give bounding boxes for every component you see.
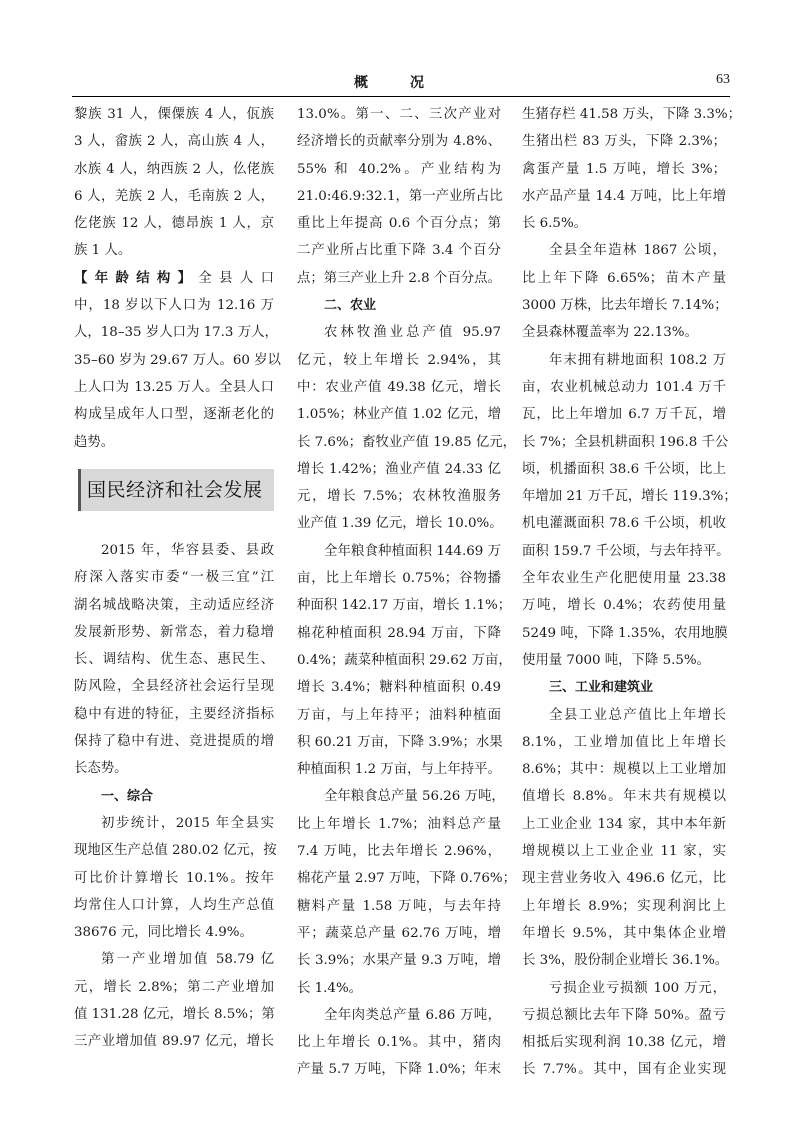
text-line: 增长 1.42%；渔业产值 24.33 亿 bbox=[297, 461, 501, 477]
text-line: 生猪出栏 83 万头，下降 2.3%； bbox=[522, 134, 726, 150]
text-line: 长 1.4%。 bbox=[297, 980, 363, 996]
text-line: 面积 159.7 千公顷，与去年持平。 bbox=[522, 543, 730, 559]
text-line: 湖名城战略决策，主动适应经济 bbox=[74, 597, 274, 613]
text-line: 长 7.6%；畜牧业产值 19.85 亿元， bbox=[297, 434, 517, 450]
text-line: 全年肉类总产量 6.86 万吨， bbox=[324, 1007, 501, 1023]
age-structure-keyword: 【年龄结构】 bbox=[74, 270, 199, 286]
text-line: 7.4 万吨，比去年增长 2.96%， bbox=[297, 844, 501, 860]
text-line: 全年粮食种植面积 144.69 万 bbox=[324, 543, 501, 559]
text-line: 均常住人口计算，人均生产总值 bbox=[74, 897, 274, 913]
text-line: 年末拥有耕地面积 108.2 万 bbox=[549, 352, 726, 368]
column-2 bbox=[297, 101, 517, 1084]
text-line: 长、调结构、优生态、惠民生、 bbox=[74, 652, 274, 668]
text-line: 长 6.5%。 bbox=[522, 216, 588, 232]
text-line: 三产业增加值 89.97 亿元，增长 bbox=[74, 1034, 274, 1050]
text-line: 亿元，较上年增长 2.94%，其 bbox=[297, 352, 501, 368]
text-line: 仡佬族 12 人，德昂族 1 人，京 bbox=[74, 216, 274, 232]
text-line: 稳中有进的特征，主要经济指标 bbox=[74, 706, 274, 722]
column-3 bbox=[522, 101, 742, 1084]
text-line: 5249 吨，下降 1.35%，农用地膜 bbox=[522, 625, 728, 641]
text-line: 21.0:46.9:32.1，第一产业所占比 bbox=[297, 188, 503, 204]
column-1 bbox=[74, 101, 281, 456]
text-line: 增长 3.4%；糖料种植面积 0.49 bbox=[297, 680, 501, 696]
text-line: 瓦，比上年增加 6.7 万千瓦，增 bbox=[522, 407, 726, 423]
text-line: 3 人，畲族 2 人，高山族 4 人， bbox=[74, 134, 274, 150]
text-line: 亩，比上年增长 0.75%；谷物播 bbox=[297, 571, 501, 587]
text-line: 全年农业生产化肥使用量 23.38 bbox=[522, 571, 726, 587]
subheading-industry: 三、工业和建筑业 bbox=[549, 680, 654, 696]
section-heading: 国民经济和社会发展 bbox=[87, 479, 263, 501]
text-line: 经济增长的贡献率分别为 4.8%、 bbox=[297, 134, 501, 150]
text-line: 万亩，与上年持平；油料种植面 bbox=[297, 707, 501, 723]
text-line: 农林牧渔业总产值 95.97 bbox=[324, 325, 501, 341]
text-line: 8.1%，工业增加值比上年增长 bbox=[522, 734, 726, 750]
text-line: 第一产业增加值 58.79 亿 bbox=[101, 952, 274, 968]
text-line: 族 1 人。 bbox=[74, 243, 132, 259]
text-line: 亩，农业机械总动力 101.4 万千 bbox=[522, 379, 726, 395]
text-line: 现主营业务收入 496.6 亿元，比 bbox=[522, 871, 726, 887]
text-line: 趋势。 bbox=[74, 434, 115, 450]
text-line: 全年粮食总产量 56.26 万吨， bbox=[324, 789, 505, 805]
age-structure-line bbox=[74, 265, 274, 292]
text-line: 全县森林覆盖率为 22.13%。 bbox=[522, 325, 698, 341]
text-line: 防风险，全县经济社会运行呈现 bbox=[74, 679, 274, 695]
text-line: 亏损总额比去年下降 50%。盈亏 bbox=[522, 1007, 726, 1023]
text-line: 积 60.21 万亩，下降 3.9%；水果 bbox=[297, 734, 503, 750]
text-line: 8.6%；其中：规模以上工业增加 bbox=[522, 762, 726, 778]
header-rule bbox=[72, 96, 730, 97]
text-line: 水族 4 人，纳西族 2 人，仫佬族 bbox=[74, 161, 274, 177]
text-line: 种面积 142.17 万亩，增长 1.1%； bbox=[297, 598, 512, 614]
text-line: 1.05%；林业产值 1.02 亿元，增 bbox=[297, 407, 501, 423]
text-line: 糖料产量 1.58 万吨，与去年持 bbox=[297, 898, 501, 914]
text-line: 现地区生产总值 280.02 亿元，按 bbox=[74, 843, 277, 859]
text-line: 棉花产量 2.97 万吨，下降 0.76%； bbox=[297, 871, 517, 887]
text-line: 长 3.9%；水果产量 9.3 万吨，增 bbox=[297, 953, 501, 969]
text-line: 13.0%。第一、二、三次产业对 bbox=[297, 107, 501, 122]
text-line: 棉花种植面积 28.94 万亩，下降 bbox=[297, 625, 501, 641]
text-line: 产量 5.7 万吨，下降 1.0%；年末 bbox=[297, 1062, 501, 1078]
text-line: 亏损企业亏损额 100 万元， bbox=[549, 980, 726, 996]
text-line: 55% 和 40.2%。产业结构为 bbox=[297, 161, 501, 177]
text-line: 比上年下降 6.65%；苗木产量 bbox=[522, 270, 726, 286]
text-line: 全县全年造林 1867 公顷， bbox=[549, 243, 726, 259]
text-line: 年增加 21 万千瓦，增长 119.3%； bbox=[522, 489, 737, 505]
text-line: 中，18 岁以下人口为 12.16 万 bbox=[74, 298, 274, 314]
text-line: 平；蔬菜总产量 62.76 万吨，增 bbox=[297, 925, 501, 941]
page-number: 63 bbox=[716, 72, 730, 87]
text-line: 使用量 7000 吨，下降 5.5%。 bbox=[522, 652, 710, 668]
text-line: 机电灌溉面积 78.6 千公顷，机收 bbox=[522, 516, 726, 532]
subheading-general: 一、综合 bbox=[101, 788, 154, 804]
text-line: 水产品产量 14.4 万吨，比上年增 bbox=[522, 188, 726, 204]
text-line: 构成呈成年人口型，逐渐老化的 bbox=[74, 407, 274, 423]
header-title: 概 况 bbox=[354, 75, 438, 91]
text-line: 6 人，羌族 2 人，毛南族 2 人， bbox=[74, 188, 274, 204]
text-line: 种植面积 1.2 万亩，与上年持平。 bbox=[297, 762, 501, 778]
text-line: 可比价计算增长 10.1%。按年 bbox=[74, 870, 274, 886]
text-line: 府深入落实市委“一极三宜”江 bbox=[74, 570, 274, 586]
text-line: 增规模以上工业企业 11 家，实 bbox=[522, 844, 726, 860]
text-line: 长态势。 bbox=[74, 761, 128, 777]
text-line: 点；第三产业上升 2.8 个百分点。 bbox=[297, 270, 501, 286]
text-line: 业产值 1.39 亿元，增长 10.0%。 bbox=[297, 516, 503, 532]
text-line: 人，18–35 岁人口为 17.3 万人， bbox=[74, 325, 278, 341]
text-line: 长 7%；全县机耕面积 196.8 千公 bbox=[522, 434, 729, 450]
text-line: 重比上年提高 0.6 个百分点；第 bbox=[297, 216, 501, 232]
section-heading-box bbox=[78, 469, 274, 511]
text-line: 35–60 岁为 29.67 万人。60 岁以 bbox=[74, 352, 281, 368]
text-line: 禽蛋产量 1.5 万吨，增长 3%； bbox=[522, 161, 726, 177]
text-line: 相抵后实现利润 10.38 亿元，增 bbox=[522, 1035, 726, 1051]
age-structure-text: 全县人口 bbox=[198, 270, 274, 286]
text-line: 中：农业产值 49.38 亿元，增长 bbox=[297, 379, 501, 395]
text-line: 长 3%，股份制企业增长 36.1%。 bbox=[522, 953, 729, 969]
subheading-agriculture: 二、农业 bbox=[324, 298, 377, 314]
text-line: 全县工业总产值比上年增长 bbox=[549, 707, 726, 723]
text-line: 2015 年，华容县委、县政 bbox=[101, 543, 274, 558]
text-line: 比上年增长 1.7%；油料总产量 bbox=[297, 816, 501, 832]
text-line: 发展新形势、新常态，着力稳增 bbox=[74, 624, 274, 640]
text-line: 长 7.7%。其中，国有企业实现 bbox=[522, 1062, 726, 1078]
text-line: 3000 万株，比去年增长 7.14%； bbox=[522, 298, 728, 314]
text-line: 二产业所占比重下降 3.4 个百分 bbox=[297, 243, 501, 259]
text-line: 元，增长 7.5%；农林牧渔服务 bbox=[297, 489, 501, 505]
text-line: 上年增长 8.9%；实现利润比上 bbox=[522, 898, 726, 914]
text-line: 保持了稳中有进、竞进提质的增 bbox=[74, 734, 274, 750]
text-line: 元，增长 2.8%；第二产业增加 bbox=[74, 979, 274, 995]
text-line: 年增长 9.5%，其中集体企业增 bbox=[522, 925, 726, 941]
text-line: 上工业企业 134 家，其中本年新 bbox=[522, 816, 726, 832]
text-line: 值 131.28 亿元，增长 8.5%；第 bbox=[74, 1007, 275, 1023]
text-line: 万吨，增长 0.4%；农药使用量 bbox=[522, 598, 726, 614]
text-line: 比上年增长 0.1%。其中，猪肉 bbox=[297, 1035, 501, 1051]
text-line: 初步统计，2015 年全县实 bbox=[101, 815, 274, 831]
text-line: 38676 元，同比增长 4.9%。 bbox=[74, 925, 253, 941]
column-1-lower bbox=[74, 537, 277, 1056]
text-line: 黎族 31 人，傈僳族 4 人，佤族 bbox=[74, 107, 274, 122]
text-line: 上人口为 13.25 万人。全县人口 bbox=[74, 379, 274, 395]
text-line: 值增长 8.8%。年末共有规模以 bbox=[522, 789, 726, 805]
text-line: 生猪存栏 41.58 万头，下降 3.3%； bbox=[522, 107, 742, 122]
text-line: 顷，机播面积 38.6 千公顷，比上 bbox=[522, 461, 726, 477]
text-line: 0.4%；蔬菜种植面积 29.62 万亩， bbox=[297, 652, 512, 668]
